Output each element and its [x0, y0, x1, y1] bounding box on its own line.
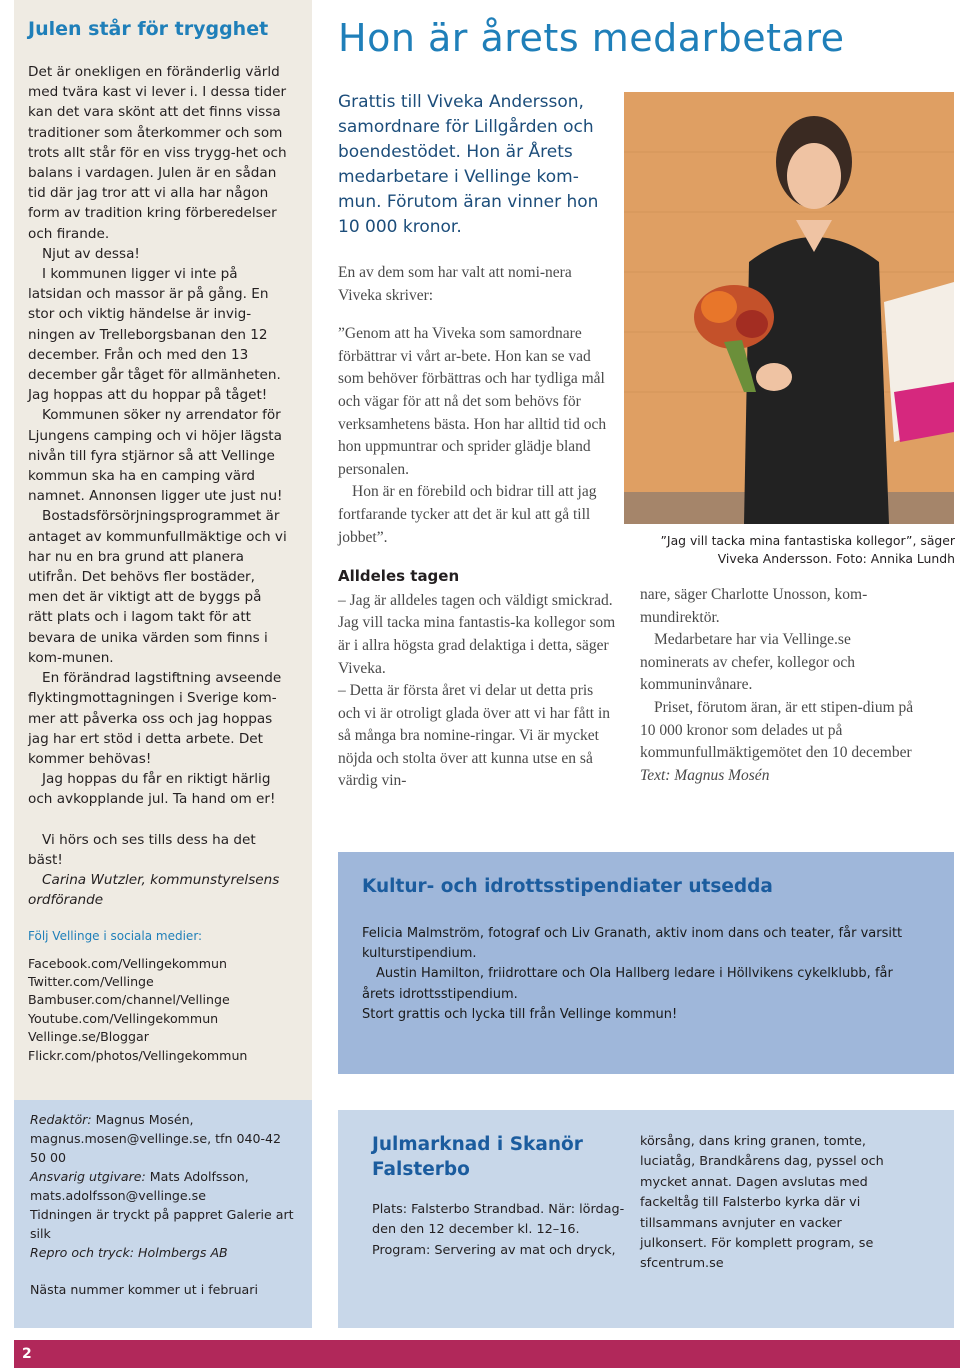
footer-bar [14, 1340, 960, 1368]
article-paragraph: – Detta är första året vi delar ut detta pris och vi är otroligt glada över att vi har fått in så många bra nomine-ringar. Vi är mycket nöjda och stolta över att kunna utse en så värdig vin- [338, 682, 611, 790]
kultur-paragraph: Stort grattis och lycka till från Vellinge kommun! [362, 1006, 678, 1022]
article-paragraph: – Jag är alldeles tagen och väldigt smickrad. Jag vill tacka mina fantastis-ka kollegor som är i allra högsta grad delaktiga i detta, säger Viveka. [338, 591, 616, 677]
social-heading: Följ Vellinge i sociala medier: [28, 929, 203, 944]
article-paragraph: Priset, förutom äran, är ett stipen-dium på 10 000 kronor som delades ut på kommunfullmäktigemötet den 10 december [640, 698, 914, 762]
column-paragraph: Kommunen söker ny arrendator för Ljungens camping och vi höjer lägsta nivån till fyra stjärnor så att Vellinge kommun ska ha en camping värd namnet. Annonsen ligger ute just nu! [28, 407, 283, 505]
editor-value: Magnus Mosén, magnus.mosen@vellinge.se, tfn 040-42 50 00 [30, 1112, 282, 1165]
article-quote: ”Genom att ha Viveka som samordnare förbättrar vi vårt ar-bete. Hon kan se vad som behöver förbättras och har tydliga mål och vägar för att nå det som behövs för verksamhetens bästa. Hon har alltid tid och hon uppmuntrar och sprider glädje bland personalen. [338, 325, 607, 478]
social-link-facebook[interactable]: Facebook.com/Vellingekommun [28, 955, 227, 971]
article-continuation [640, 584, 918, 787]
column-paragraph: I kommunen ligger vi inte på latsidan och massor är på gång. En stor och viktig händelse är invig-ningen av Trelleborgsbanan den 12 december. Från och med den 13 december går tåget för allmänheten. Jag hoppas att du hoppar på tåget! [28, 266, 281, 404]
repro-info: Repro och tryck: Holmbergs AB [30, 1245, 228, 1260]
publisher-label: Ansvarig utgivare: [30, 1169, 146, 1184]
column-body [28, 62, 288, 1065]
next-issue: Nästa nummer kommer ut i februari [30, 1282, 258, 1297]
article-paragraph: En av dem som har valt att nomi-nera Viveka skriver: [338, 264, 572, 304]
article-quote: Hon är en förebild och bidrar till att jag fortfarande tycker att det är kul att gå till jobbet”. [338, 483, 597, 546]
paper-info: Tidningen är tryckt på pappret Galerie art silk [30, 1207, 294, 1241]
kultur-paragraph: Austin Hamilton, friidrottare och Ola Hallberg ledare i Höllvikens cykelklubb, får årets idrottsstipendium. [362, 966, 893, 1002]
article-headline: Hon är årets medarbetare [338, 16, 845, 60]
column-paragraph: Vi hörs och ses tills dess ha det bäst! [28, 831, 256, 868]
kultur-paragraph: Felicia Malmström, fotograf och Liv Granath, aktiv inom dans och teater, får varsitt kulturstipendium. [362, 926, 903, 962]
article-subhead: Alldeles tagen [338, 567, 460, 586]
social-link-flickr[interactable]: Flickr.com/photos/Vellingekommun [28, 1047, 248, 1063]
article-lead: Grattis till Viveka Andersson, samordnare för Lillgården och boendestödet. Hon är Årets medarbetare i Vellinge kom-mun. Förutom äran vinner hon 10 000 kronor. [338, 92, 599, 237]
kultur-body [362, 924, 922, 1025]
social-link-twitter[interactable]: Twitter.com/Vellinge [28, 973, 154, 989]
julmarknad-text-left: Plats: Falsterbo Strandbad. När: lördag-den den 12 december kl. 12–16. Program: Servering av mat och dryck, [372, 1202, 625, 1258]
julmarknad-title: Julmarknad i Skanör Falsterbo [372, 1134, 583, 1180]
social-link-youtube[interactable]: Youtube.com/Vellingekommun [28, 1010, 219, 1026]
page-number: 2 [22, 1346, 32, 1362]
portrait-photo [624, 92, 954, 524]
social-link-bambuser[interactable]: Bambuser.com/channel/Vellinge [28, 992, 230, 1008]
article-paragraph: Medarbetare har via Vellinge.se nominerats av chefer, kollegor och kommuninvånare. [640, 631, 856, 694]
column-paragraph: Det är onekligen en föränderlig värld med tvära kast vi lever i. I dessa tider kan det vara skönt att det finns vissa traditioner som återkommer och som trots allt står för en viss trygg-het och balans i vardagen. Julen är en sådan tid där jag tror att vi alla har någon form av tradition kring förberedelser och firande. [28, 64, 287, 242]
social-link-blog[interactable]: Vellinge.se/Bloggar [28, 1029, 149, 1045]
column-title: Julen står för trygghet [28, 18, 269, 40]
editorial-info [30, 1110, 300, 1299]
column-paragraph: En förändrad lagstiftning avseende flyktingmottagningen i Sverige kom-mer att påverka oss och jag hoppas jag har ert stöd i detta arbete. Det kommer behövas! [28, 670, 282, 767]
publisher-value: Mats Adolfsson, mats.adolfsson@vellinge.se [30, 1169, 249, 1203]
column-paragraph: Jag hoppas du får en riktigt härlig och avkopplande jul. Ta hand om er! [28, 771, 276, 808]
julmarknad-text-right: körsång, dans kring granen, tomte, luciatåg, Brandkårens dag, pyssel och mycket annat. Dagen avslutas med fackeltåg till Falsterbo kyrka där vi tillsammans avnjuter en vacker julkonsert. För komplett program, se sfcentrum.se [640, 1134, 884, 1272]
kultur-title: Kultur- och idrottsstipendiater utsedda [362, 876, 773, 897]
column-paragraph: Bostadsförsörjningsprogrammet är antaget av kommunfullmäktige och vi har nu en bra grund att planera utifrån. Det behövs fler bostäder, men det är viktigt att de byggs på rätt plats och i lagom takt för att bevara de unika värden som finns i kom-munen. [28, 508, 287, 666]
byline: Text: Magnus Mosén [640, 766, 770, 784]
column-paragraph: Njut av dessa! [42, 245, 140, 262]
article-paragraph: nare, säger Charlotte Unosson, kom-mundirektör. [640, 586, 868, 626]
signature: Carina Wutzler, kommunstyrelsens ordförande [28, 871, 280, 909]
editor-label: Redaktör: [30, 1112, 92, 1127]
photo-caption: ”Jag vill tacka mina fantastiska kollegor”, säger Viveka Andersson. Foto: Annika Lundh [660, 533, 955, 566]
article-body [338, 262, 616, 793]
